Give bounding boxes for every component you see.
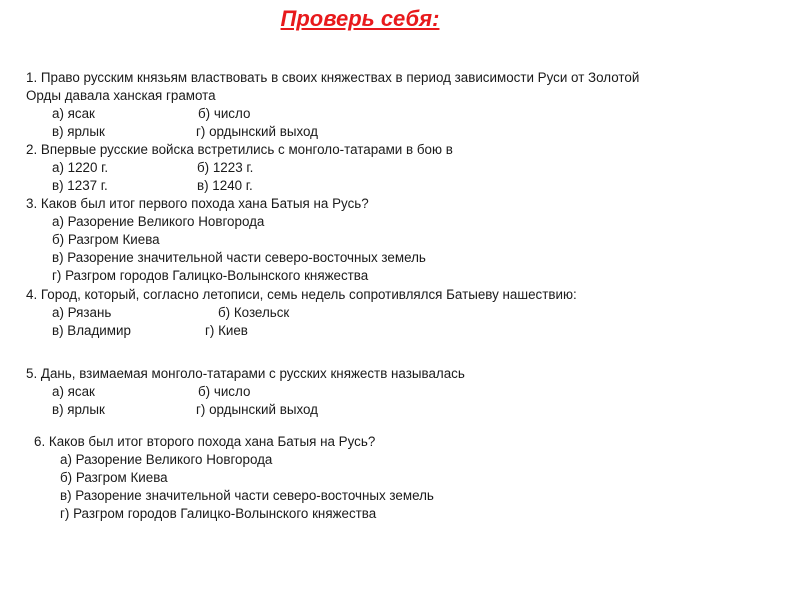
question-1-option-b: б) число: [198, 106, 251, 121]
question-2-option-g: в) 1240 г.: [197, 178, 253, 193]
question-2-option-b: б) 1223 г.: [197, 160, 254, 175]
question-2-option-a: а) 1220 г.: [52, 160, 109, 175]
question-1-option-v: в) ярлык: [52, 124, 105, 139]
question-4-option-a: а) Рязань: [52, 305, 112, 320]
question-4-option-v: в) Владимир: [52, 323, 131, 338]
question-1-text-line-1: 1. Право русским князьям властвовать в своих княжествах в период зависимости Руси от Золотой: [26, 70, 640, 85]
question-4-option-b: б) Козельск: [218, 305, 290, 320]
question-4-text: 4. Город, который, согласно летописи, семь недель сопротивлялся Батыеву нашествию:: [26, 287, 577, 302]
question-3-option-a: а) Разорение Великого Новгорода: [52, 214, 265, 229]
question-5-option-b: б) число: [198, 384, 251, 399]
question-1-text-line-2: Орды давала ханская грамота: [26, 88, 216, 103]
question-5-option-a: а) ясак: [52, 384, 95, 399]
question-5-text: 5. Дань, взимаемая монголо-татарами с русских княжеств называлась: [26, 366, 465, 381]
question-2-text: 2. Впервые русские войска встретились с монголо-татарами в бою в: [26, 142, 453, 157]
question-5-option-v: в) ярлык: [52, 402, 105, 417]
question-3-text: 3. Каков был итог первого похода хана Батыя на Русь?: [26, 196, 369, 211]
question-6-option-g: г) Разгром городов Галицко-Волынского княжества: [60, 506, 377, 521]
question-3-option-v: в) Разорение значительной части северо-восточных земель: [52, 250, 426, 265]
question-6-option-a: а) Разорение Великого Новгорода: [60, 452, 273, 467]
question-3-option-b: б) Разгром Киева: [52, 232, 160, 247]
question-2-option-v: в) 1237 г.: [52, 178, 108, 193]
question-6-text: 6. Каков был итог второго похода хана Батыя на Русь?: [34, 434, 376, 449]
question-5-option-g: г) ордынский выход: [196, 402, 318, 417]
page-title: Проверь себя:: [280, 6, 440, 31]
question-3-option-g: г) Разгром городов Галицко-Волынского княжества: [52, 268, 369, 283]
question-6-option-b: б) Разгром Киева: [60, 470, 168, 485]
question-1-option-a: а) ясак: [52, 106, 95, 121]
question-6-option-v: в) Разорение значительной части северо-восточных земель: [60, 488, 434, 503]
question-1-option-g: г) ордынский выход: [196, 124, 318, 139]
question-4-option-g: г) Киев: [205, 323, 248, 338]
